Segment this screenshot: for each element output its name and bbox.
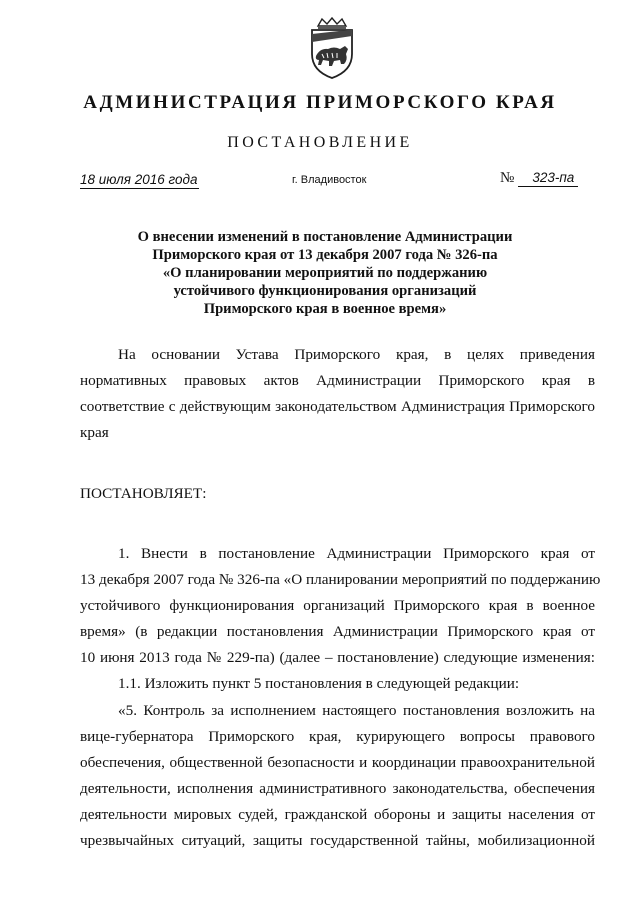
heading-line: Приморского края в военное время» [203,301,447,317]
item5-line: деятельности мировых судей, гражданской обороны и защиты населения от [80,806,595,823]
item1-line: время» (в редакции постановления Администрации Приморского края от [80,623,595,640]
preamble-line: края [80,424,109,441]
item1-line: 1. Внести в постановление Администрации Приморского края от [118,545,595,562]
document-number: 323-па [518,170,578,187]
document-date: 18 июля 2016 года [80,172,198,187]
item1-line: устойчивого функционирования организаций Приморского края в военное [80,597,595,614]
item1-1-line: 1.1. Изложить пункт 5 постановления в следующей редакции: [118,675,520,692]
item1-line: 10 июня 2013 года № 229-па) (далее – постановление) следующие изменения: [80,649,595,666]
document-number-block [500,170,578,187]
item1-line: 13 декабря 2007 года № 326-па «О планировании мероприятий по поддержанию [80,571,601,588]
coat-of-arms-icon [300,16,364,80]
resolves-heading: ПОСТАНОВЛЯЕТ: [80,485,207,502]
heading-line: устойчивого функционирования организаций [173,283,477,299]
number-sign: № [500,170,515,186]
item5-line: деятельности, исполнения административного законодательства, обеспечения [80,780,595,797]
item5-line: обеспечения, общественной безопасности и координации правоохранительной [80,754,595,771]
item5-line: «5. Контроль за исполнением настоящего постановления возложить на [118,702,595,719]
preamble-line: На основании Устава Приморского края, в целях приведения [118,346,595,363]
item5-line: вице-губернатора Приморского края, курирующего вопросы правового [80,728,595,745]
document-city: г. Владивосток [292,174,367,186]
document-heading [80,228,570,318]
preamble-line: соответствие с действующим законодательством Администрация Приморского [80,398,595,415]
item5-line: чрезвычайных ситуаций, защиты государственной тайны, мобилизационной [80,832,595,849]
document-type: ПОСТАНОВЛЕНИЕ [227,134,413,151]
organization-title: АДМИНИСТРАЦИЯ ПРИМОРСКОГО КРАЯ [83,92,557,113]
heading-line: Приморского края от 13 декабря 2007 года № 326-па [152,247,498,263]
preamble-line: нормативных правовых актов Администрации Приморского края в [80,372,595,389]
heading-line: О внесении изменений в постановление Администрации [137,229,513,245]
heading-line: «О планировании мероприятий по поддержанию [162,265,488,281]
